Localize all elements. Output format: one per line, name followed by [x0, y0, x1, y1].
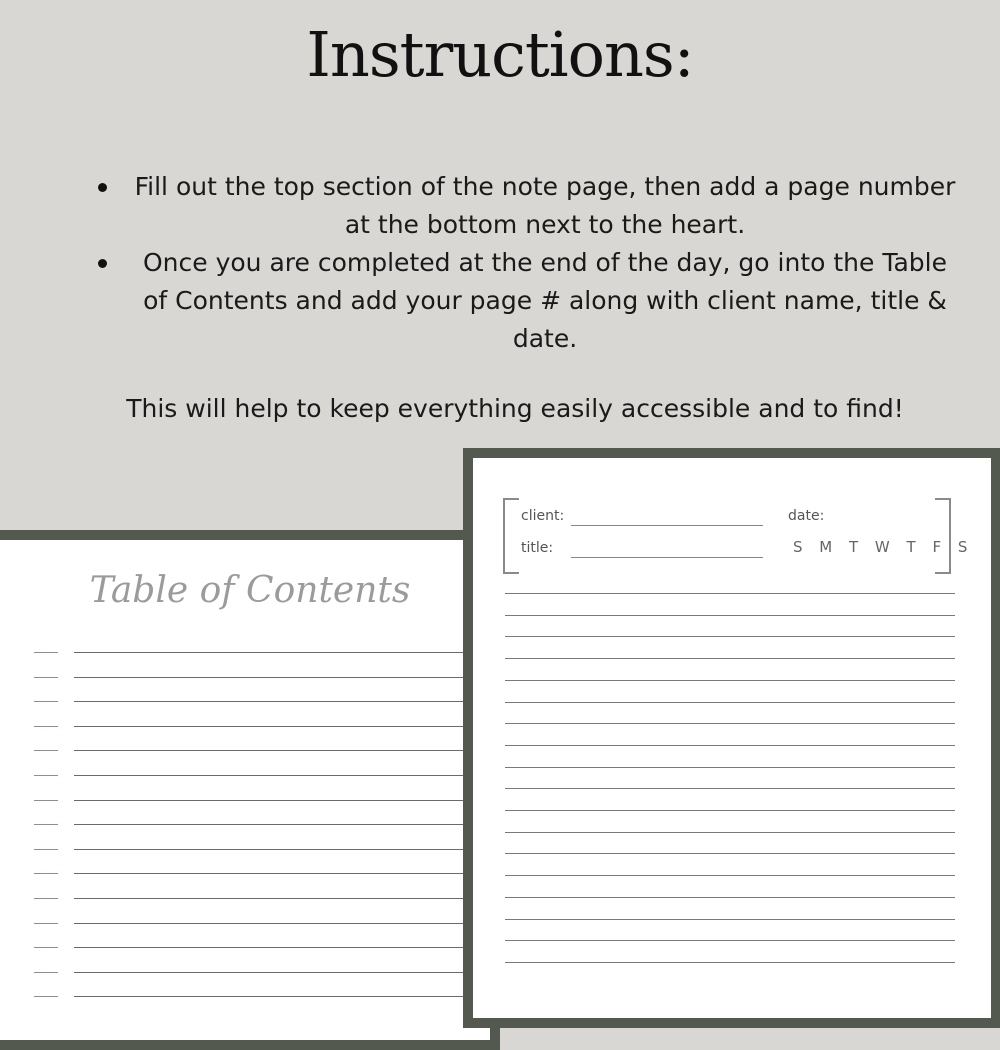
toc-entry-line[interactable] [74, 947, 472, 948]
toc-entry-line[interactable] [74, 873, 472, 874]
note-line[interactable] [505, 919, 955, 920]
note-line[interactable] [505, 636, 955, 637]
note-line[interactable] [505, 723, 955, 724]
note-line[interactable] [505, 897, 955, 898]
note-line[interactable] [505, 593, 955, 594]
toc-page-number-line[interactable] [34, 947, 58, 948]
toc-page-number-line[interactable] [34, 873, 58, 874]
instruction-item: Once you are completed at the end of the day, go into the Table of Contents and add your page # along with client name, title & date. [90, 244, 960, 358]
instruction-item: Fill out the top section of the note page, then add a page number at the bottom next to the heart. [90, 168, 960, 244]
note-line[interactable] [505, 615, 955, 616]
toc-page-number-line[interactable] [34, 923, 58, 924]
toc-entry-line[interactable] [74, 652, 472, 653]
date-label: date: [788, 508, 825, 524]
note-line[interactable] [505, 702, 955, 703]
note-line[interactable] [505, 788, 955, 789]
tagline: This will help to keep everything easily accessible and to find! [126, 394, 904, 423]
note-page-sheet [463, 448, 1000, 1028]
toc-entry-line[interactable] [74, 677, 472, 678]
header-bracket-left [503, 498, 519, 574]
toc-entry-line[interactable] [74, 726, 472, 727]
client-label: client: [521, 508, 565, 524]
header-bracket-right [935, 498, 951, 574]
title-label: title: [521, 540, 554, 556]
toc-page-number-line[interactable] [34, 824, 58, 825]
toc-entry-line[interactable] [74, 800, 472, 801]
toc-entry-line[interactable] [74, 972, 472, 973]
toc-entry-line[interactable] [74, 750, 472, 751]
page-title: Instructions: [306, 18, 694, 91]
toc-page-number-line[interactable] [34, 898, 58, 899]
note-line[interactable] [505, 940, 955, 941]
toc-page-number-line[interactable] [34, 996, 58, 997]
toc-page-number-line[interactable] [34, 726, 58, 727]
toc-entry-line[interactable] [74, 849, 472, 850]
note-line[interactable] [505, 810, 955, 811]
toc-page-number-line[interactable] [34, 701, 58, 702]
toc-page-number-line[interactable] [34, 750, 58, 751]
note-line[interactable] [505, 875, 955, 876]
toc-page-number-line[interactable] [34, 652, 58, 653]
note-line[interactable] [505, 832, 955, 833]
toc-title: Table of Contents [89, 570, 411, 611]
toc-entry-line[interactable] [74, 898, 472, 899]
note-line[interactable] [505, 962, 955, 963]
toc-page-number-line[interactable] [34, 849, 58, 850]
note-line[interactable] [505, 658, 955, 659]
weekday-selector[interactable]: S M T W T F S [793, 538, 974, 556]
note-line[interactable] [505, 853, 955, 854]
toc-entry-line[interactable] [74, 824, 472, 825]
note-line[interactable] [505, 680, 955, 681]
client-field[interactable] [571, 525, 763, 526]
toc-entry-line[interactable] [74, 996, 472, 997]
note-line[interactable] [505, 767, 955, 768]
title-field[interactable] [571, 557, 763, 558]
note-line[interactable] [505, 745, 955, 746]
table-of-contents-sheet [0, 530, 500, 1050]
instruction-list [90, 168, 960, 358]
toc-entry-line[interactable] [74, 775, 472, 776]
toc-page-number-line[interactable] [34, 972, 58, 973]
toc-entry-line[interactable] [74, 701, 472, 702]
toc-page-number-line[interactable] [34, 775, 58, 776]
toc-page-number-line[interactable] [34, 677, 58, 678]
toc-page-number-line[interactable] [34, 800, 58, 801]
toc-entry-line[interactable] [74, 923, 472, 924]
